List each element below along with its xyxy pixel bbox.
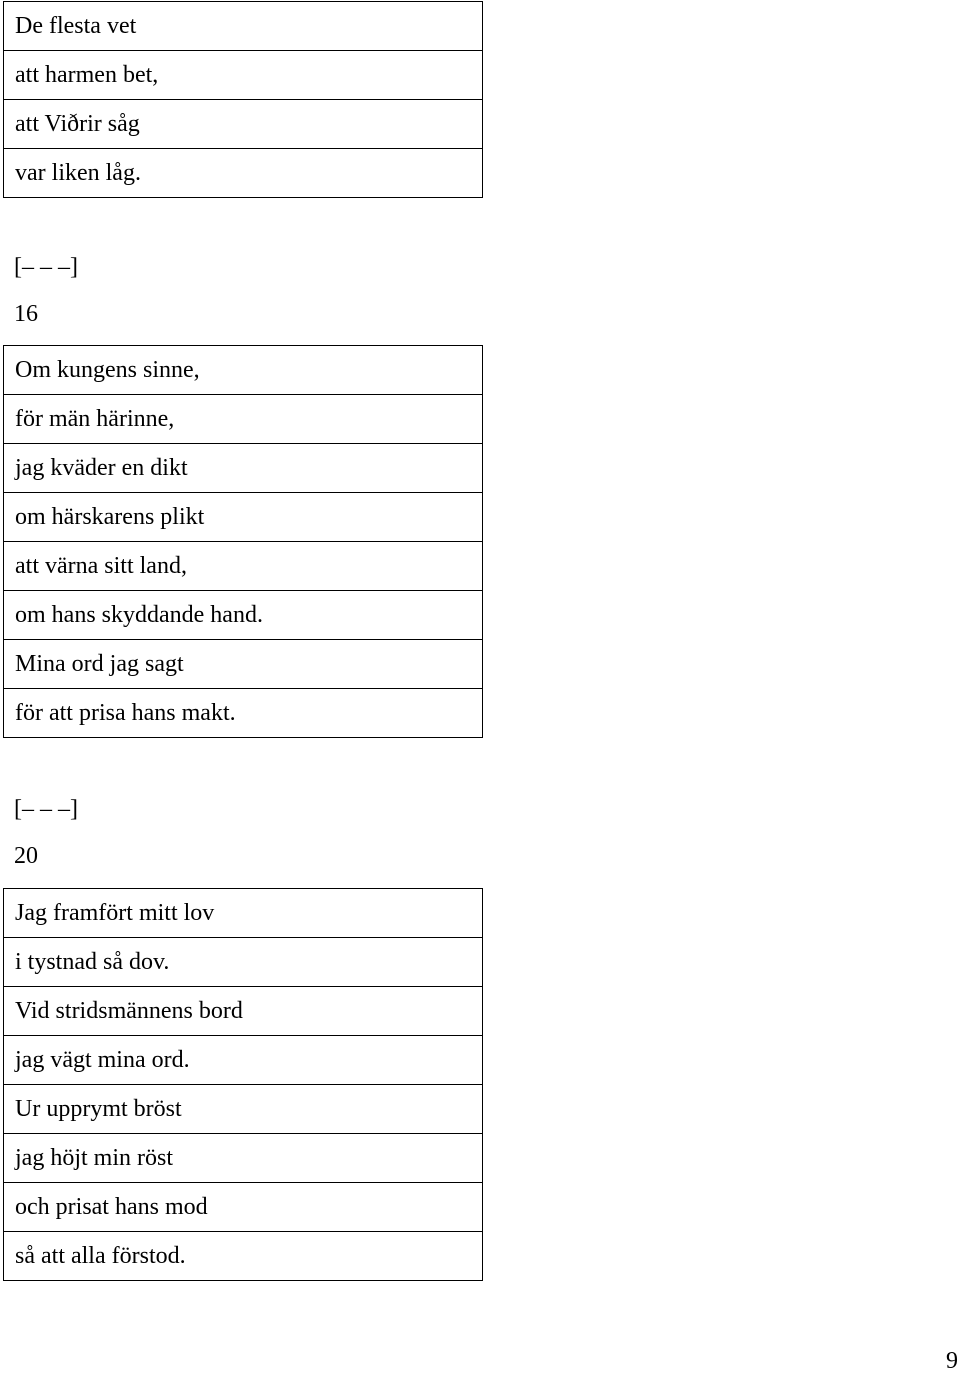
verse-line: jag höjt min röst [4, 1134, 483, 1183]
verse-line: Ur upprymt bröst [4, 1085, 483, 1134]
verse-line: Om kungens sinne, [4, 346, 483, 395]
stanza-number: 16 [14, 301, 38, 327]
lacuna-marker: [– – –] [14, 254, 78, 280]
verse-line: för att prisa hans makt. [4, 689, 483, 738]
verse-line: De flesta vet [4, 2, 483, 51]
verse-line: att harmen bet, [4, 51, 483, 100]
verse-line: så att alla förstod. [4, 1232, 483, 1281]
verse-line: Vid stridsmännens bord [4, 987, 483, 1036]
verse-line: om härskarens plikt [4, 493, 483, 542]
verse-line: i tystnad så dov. [4, 938, 483, 987]
stanza-number: 20 [14, 843, 38, 869]
verse-line: och prisat hans mod [4, 1183, 483, 1232]
verse-line: att värna sitt land, [4, 542, 483, 591]
verse-line: Jag framfört mitt lov [4, 889, 483, 938]
verse-line: jag kväder en dikt [4, 444, 483, 493]
lacuna-marker: [– – –] [14, 796, 78, 822]
verse-line: att Viðrir såg [4, 100, 483, 149]
verse-line: Mina ord jag sagt [4, 640, 483, 689]
page-number: 9 [946, 1348, 958, 1374]
verse-line: jag vägt mina ord. [4, 1036, 483, 1085]
stanza-table [3, 1, 483, 198]
stanza-table [3, 888, 483, 1281]
verse-line: var liken låg. [4, 149, 483, 198]
verse-line: om hans skyddande hand. [4, 591, 483, 640]
stanza-table [3, 345, 483, 738]
verse-line: för män härinne, [4, 395, 483, 444]
